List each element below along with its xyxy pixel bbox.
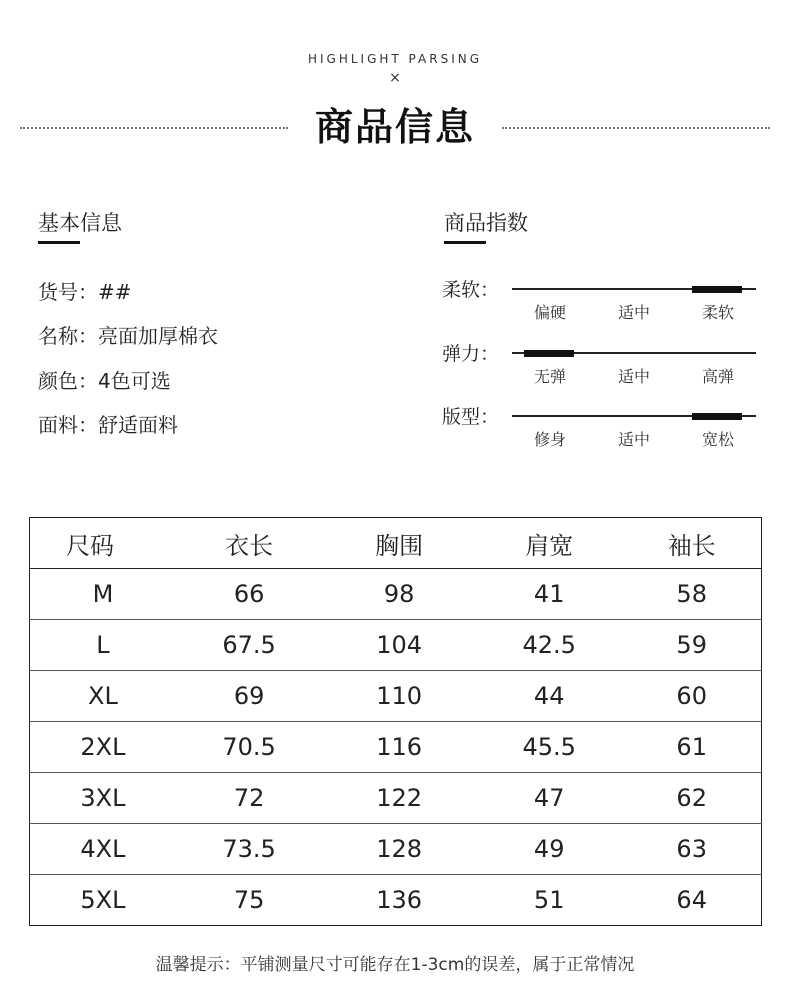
footer-tip: 温馨提示：平铺测量尺寸可能存在1-3cm的误差，属于正常情况	[155, 955, 635, 975]
table-cell: 49	[476, 824, 622, 875]
table-cell: XL	[30, 671, 176, 722]
table-cell: 3XL	[30, 773, 176, 824]
index-label: 版型：	[442, 406, 500, 428]
header-chest: 胸围	[322, 518, 476, 569]
index-option: 适中	[617, 303, 650, 322]
table-cell: 45.5	[476, 722, 622, 773]
table-cell: 47	[476, 773, 622, 824]
index-option: 无弹	[533, 367, 566, 386]
table-row	[30, 773, 762, 824]
index-option: 柔软	[701, 303, 734, 322]
table-cell: 67.5	[176, 620, 322, 671]
table-cell: 70.5	[176, 722, 322, 773]
table-row	[30, 569, 762, 620]
table-row	[30, 722, 762, 773]
index-label: 柔软：	[442, 279, 500, 301]
header-size: 尺码	[30, 518, 176, 569]
table-cell: 72	[176, 773, 322, 824]
table-cell: 116	[322, 722, 476, 773]
basic-info-title: 基本信息	[38, 211, 122, 235]
size-table	[29, 517, 762, 926]
header-subtitle: HIGHLIGHT PARSING	[307, 52, 483, 66]
table-cell: 59	[622, 620, 761, 671]
table-cell: 51	[476, 875, 622, 926]
basic-info-underline	[38, 241, 80, 244]
divider-right	[502, 127, 770, 129]
index-scale-marker	[692, 413, 742, 420]
table-cell: 60	[622, 671, 761, 722]
table-cell: 110	[322, 671, 476, 722]
table-cell: 62	[622, 773, 761, 824]
index-scale-marker	[692, 286, 742, 293]
table-cell: 2XL	[30, 722, 176, 773]
table-cell: L	[30, 620, 176, 671]
table-cell: 44	[476, 671, 622, 722]
table-cell: 5XL	[30, 875, 176, 926]
index-label: 弹力：	[442, 343, 500, 365]
table-cell: 42.5	[476, 620, 622, 671]
table-cell: 136	[322, 875, 476, 926]
index-option: 高弹	[701, 367, 734, 386]
table-cell: 61	[622, 722, 761, 773]
table-row	[30, 620, 762, 671]
table-row	[30, 671, 762, 722]
header-shoulder: 肩宽	[476, 518, 622, 569]
table-cell: M	[92, 580, 114, 608]
index-option: 宽松	[701, 430, 734, 449]
index-scale-marker	[524, 350, 574, 357]
table-row	[30, 875, 762, 926]
table-cell: 104	[322, 620, 476, 671]
table-cell: 75	[176, 875, 322, 926]
table-cell: 41	[533, 580, 565, 608]
index-option: 修身	[533, 430, 566, 449]
info-row-fabric: 面料：舒适面料	[38, 413, 178, 437]
index-option: 偏硬	[533, 303, 566, 322]
table-cell: 4XL	[30, 824, 176, 875]
header-length: 衣长	[176, 518, 322, 569]
product-index-underline	[444, 241, 486, 244]
index-option: 适中	[617, 367, 650, 386]
header-sleeve: 袖长	[622, 518, 761, 569]
table-cell: 63	[622, 824, 761, 875]
table-cell: 66	[233, 580, 265, 608]
table-cell: 64	[622, 875, 761, 926]
table-cell: 122	[322, 773, 476, 824]
product-index-title: 商品指数	[444, 211, 528, 235]
table-cell: 128	[322, 824, 476, 875]
info-row-name: 名称：亮面加厚棉衣	[38, 324, 218, 348]
table-cell: 73.5	[176, 824, 322, 875]
size-table-header	[30, 518, 762, 569]
info-row-color: 颜色：4色可选	[38, 369, 171, 393]
index-option: 适中	[617, 430, 650, 449]
table-row	[30, 824, 762, 875]
page-title: 商品信息	[314, 105, 475, 149]
info-row-sku: 货号：##	[38, 280, 132, 304]
table-cell: 58	[676, 580, 707, 608]
header-cross-icon: ×	[389, 70, 401, 86]
table-cell: 98	[383, 580, 415, 608]
table-cell: 69	[176, 671, 322, 722]
